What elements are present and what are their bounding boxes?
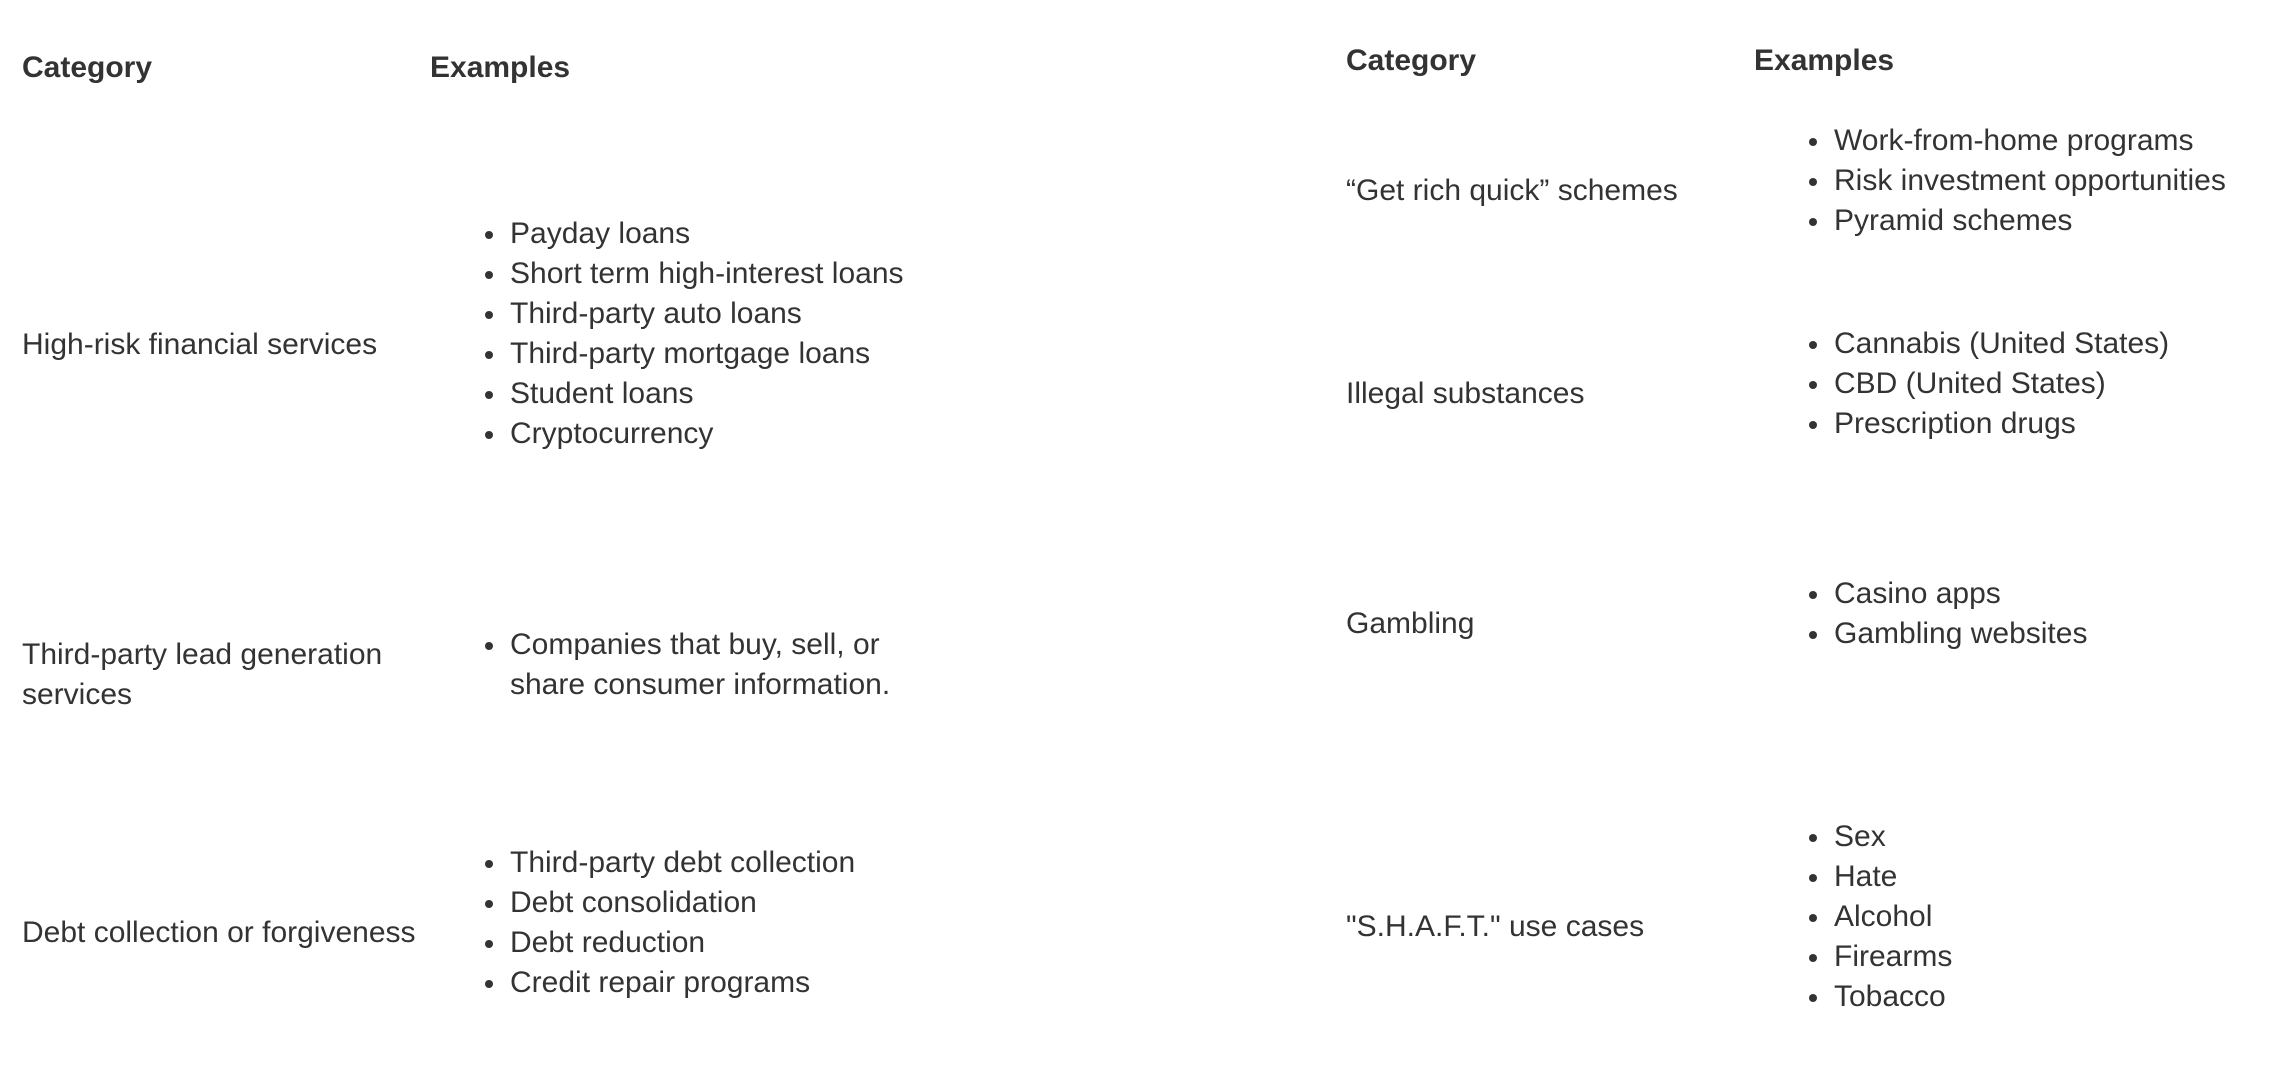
header-category: Category	[1346, 44, 1477, 77]
list-item: Firearms	[1754, 937, 2274, 977]
row-examples-list	[430, 625, 900, 705]
header-category: Category	[22, 51, 153, 84]
list-item: Casino apps	[1754, 574, 2274, 614]
list-item: Work-from-home programs	[1754, 121, 2274, 161]
list-item: Companies that buy, sell, or share consumer information.	[430, 625, 900, 705]
row-examples-list	[430, 843, 910, 1003]
header-examples: Examples	[430, 51, 571, 84]
list-item: Student loans	[430, 374, 910, 414]
row-category: "S.H.A.F.T." use cases	[1346, 910, 1645, 943]
list-item: Third-party mortgage loans	[430, 334, 910, 374]
list-item: Risk investment opportunities	[1754, 161, 2274, 201]
header-examples: Examples	[1754, 44, 1895, 77]
list-item: Alcohol	[1754, 897, 2274, 937]
list-item: Gambling websites	[1754, 614, 2274, 654]
list-item: Payday loans	[430, 214, 910, 254]
list-item: Sex	[1754, 817, 2274, 857]
list-item: Third-party debt collection	[430, 843, 910, 883]
row-examples-list	[1754, 817, 2274, 1017]
list-item: Cryptocurrency	[430, 414, 910, 454]
row-category: Debt collection or forgiveness	[22, 916, 416, 949]
list-item: Debt consolidation	[430, 883, 910, 923]
list-item: Third-party auto loans	[430, 294, 910, 334]
list-item: Tobacco	[1754, 977, 2274, 1017]
row-category: Gambling	[1346, 607, 1475, 640]
row-examples-list	[1754, 324, 2274, 444]
list-item: Short term high-interest loans	[430, 254, 910, 294]
row-category: “Get rich quick” schemes	[1346, 174, 1678, 207]
list-item: Pyramid schemes	[1754, 201, 2274, 241]
list-item: CBD (United States)	[1754, 364, 2274, 404]
list-item: Credit repair programs	[430, 963, 910, 1003]
row-category: High-risk financial services	[22, 328, 378, 361]
list-item: Debt reduction	[430, 923, 910, 963]
row-examples-list	[1754, 121, 2274, 241]
row-examples-list	[1754, 574, 2274, 654]
list-item: Cannabis (United States)	[1754, 324, 2274, 364]
right-table	[1330, 0, 2280, 1072]
row-examples-list	[430, 214, 910, 454]
row-category: Third-party lead generation services	[22, 638, 383, 711]
row-category: Illegal substances	[1346, 377, 1585, 410]
list-item: Prescription drugs	[1754, 404, 2274, 444]
list-item: Hate	[1754, 857, 2274, 897]
